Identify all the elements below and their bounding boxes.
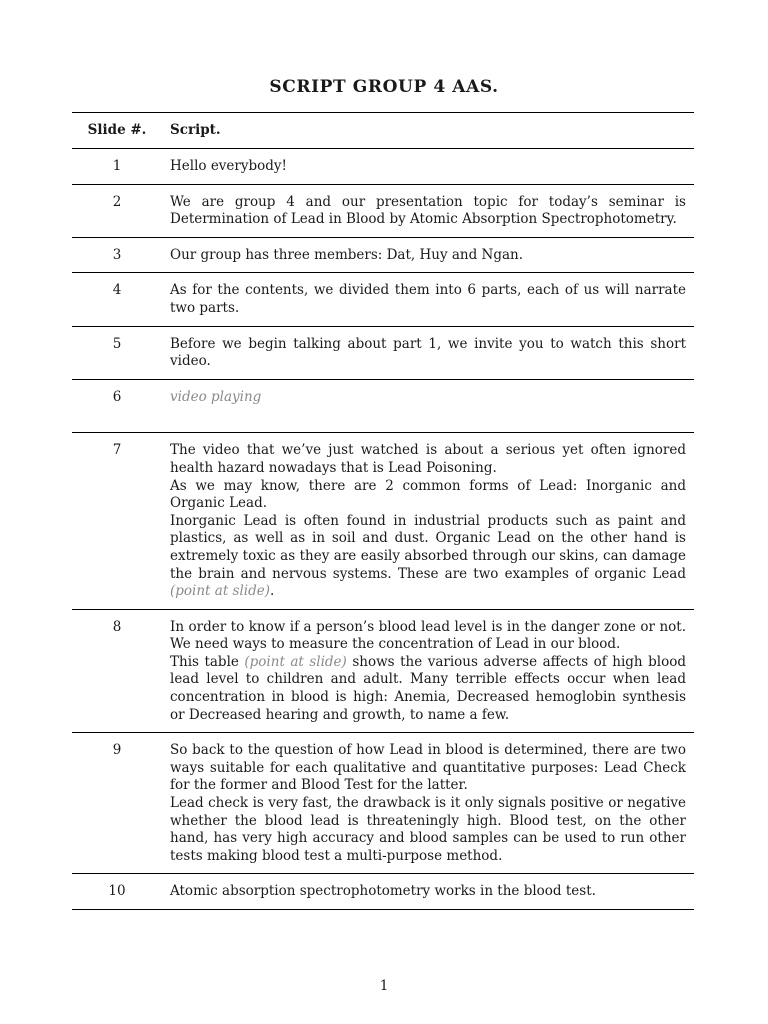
script-cell — [162, 379, 694, 433]
slide-number: 9 — [112, 742, 122, 759]
script-cell — [162, 733, 694, 874]
slide-number: 6 — [112, 388, 122, 405]
slide-number: 7 — [112, 442, 122, 459]
slide-number: 4 — [112, 282, 122, 299]
table-row — [72, 379, 694, 433]
table-row — [72, 733, 694, 874]
script-text: As we may know, there are 2 common forms of Lead: Inorganic and Organic Lead. — [170, 477, 686, 512]
page-number: 1 — [379, 978, 389, 994]
table-row — [72, 149, 694, 185]
script-text: This table — [170, 653, 239, 670]
script-paragraph — [170, 513, 686, 601]
slide-number: 2 — [112, 193, 122, 210]
script-text: As for the contents, we divided them into 6 parts, each of us will narrate two parts. — [170, 282, 686, 316]
table-row — [72, 609, 694, 733]
script-cell — [162, 184, 694, 237]
slide-number: 8 — [112, 618, 122, 635]
script-text: The video that we’ve just watched is about a serious yet often ignored health hazard nowadays that is Lead Poisoning. — [170, 442, 686, 476]
script-cell — [162, 609, 694, 733]
script-cell — [162, 149, 694, 185]
script-text: Before we begin talking about part 1, we invite you to watch this short video. — [170, 335, 686, 370]
script-cell — [162, 874, 694, 910]
stage-direction-note: (point at slide) — [244, 653, 347, 670]
script-text: We are group 4 and our presentation topic for today’s seminar is Determination of Lead in Blood by Atomic Absorption Spectrophotometry. — [170, 193, 686, 228]
script-text: Our group has three members: Dat, Huy and Ngan. — [170, 246, 524, 263]
stage-direction-note: (point at slide) — [170, 583, 270, 600]
slide-number: 10 — [108, 883, 126, 900]
script-table — [72, 112, 694, 910]
script-cell — [162, 326, 694, 379]
script-text: Inorganic Lead is often found in industrial products such as paint and plastics, as well as in soil and dust. Organic Lead on the other hand is extremely toxic as they are easily absorbed through our skins, can damage the brain and nervous systems. These are two examples of organic Lead — [170, 512, 686, 582]
script-text: So back to the question of how Lead in blood is determined, there are two ways suitable for each qualitative and quantitative purposes: Lead Check for the former and Blood Test for the latter. — [170, 742, 686, 794]
table-row — [72, 326, 694, 379]
script-text: Hello everybody! — [170, 158, 287, 174]
table-row — [72, 184, 694, 237]
script-header: Script. — [170, 121, 221, 138]
script-text: . — [270, 583, 275, 600]
document-title: SCRIPT GROUP 4 AAS. — [269, 77, 499, 97]
table-row — [72, 433, 694, 609]
script-text: In order to know if a person’s blood lead level is in the danger zone or not. We need ways to measure the concentration of Lead in our blood. — [170, 618, 686, 653]
script-cell — [162, 273, 694, 326]
script-text: Lead check is very fast, the drawback is it only signals positive or negative whether the blood lead is threateningly high. Blood test, on the other hand, has very high accuracy and blood samples can be used to run other tests making blood test a multi-purpose method. — [170, 795, 686, 864]
script-paragraph — [170, 654, 686, 724]
script-text: Atomic absorption spectrophotometry works in the blood test. — [170, 883, 596, 900]
script-text: shows the various adverse affects of high blood lead level to children and adult. Many terrible effects occur when lead concentration in blood is high: Anemia, Decreased hemoglobin synthesis or Decreased hearing and growth, to name a few. — [170, 653, 686, 723]
table-row — [72, 874, 694, 910]
script-cell — [162, 237, 694, 273]
table-header-row — [72, 113, 694, 149]
slide-number: 1 — [112, 158, 122, 174]
table-row — [72, 237, 694, 273]
slide-number-header: Slide #. — [87, 121, 147, 138]
slide-number: 3 — [112, 246, 122, 263]
script-cell — [162, 433, 694, 609]
slide-number: 5 — [112, 335, 122, 352]
stage-direction-note: video playing — [170, 388, 262, 405]
table-row — [72, 273, 694, 326]
